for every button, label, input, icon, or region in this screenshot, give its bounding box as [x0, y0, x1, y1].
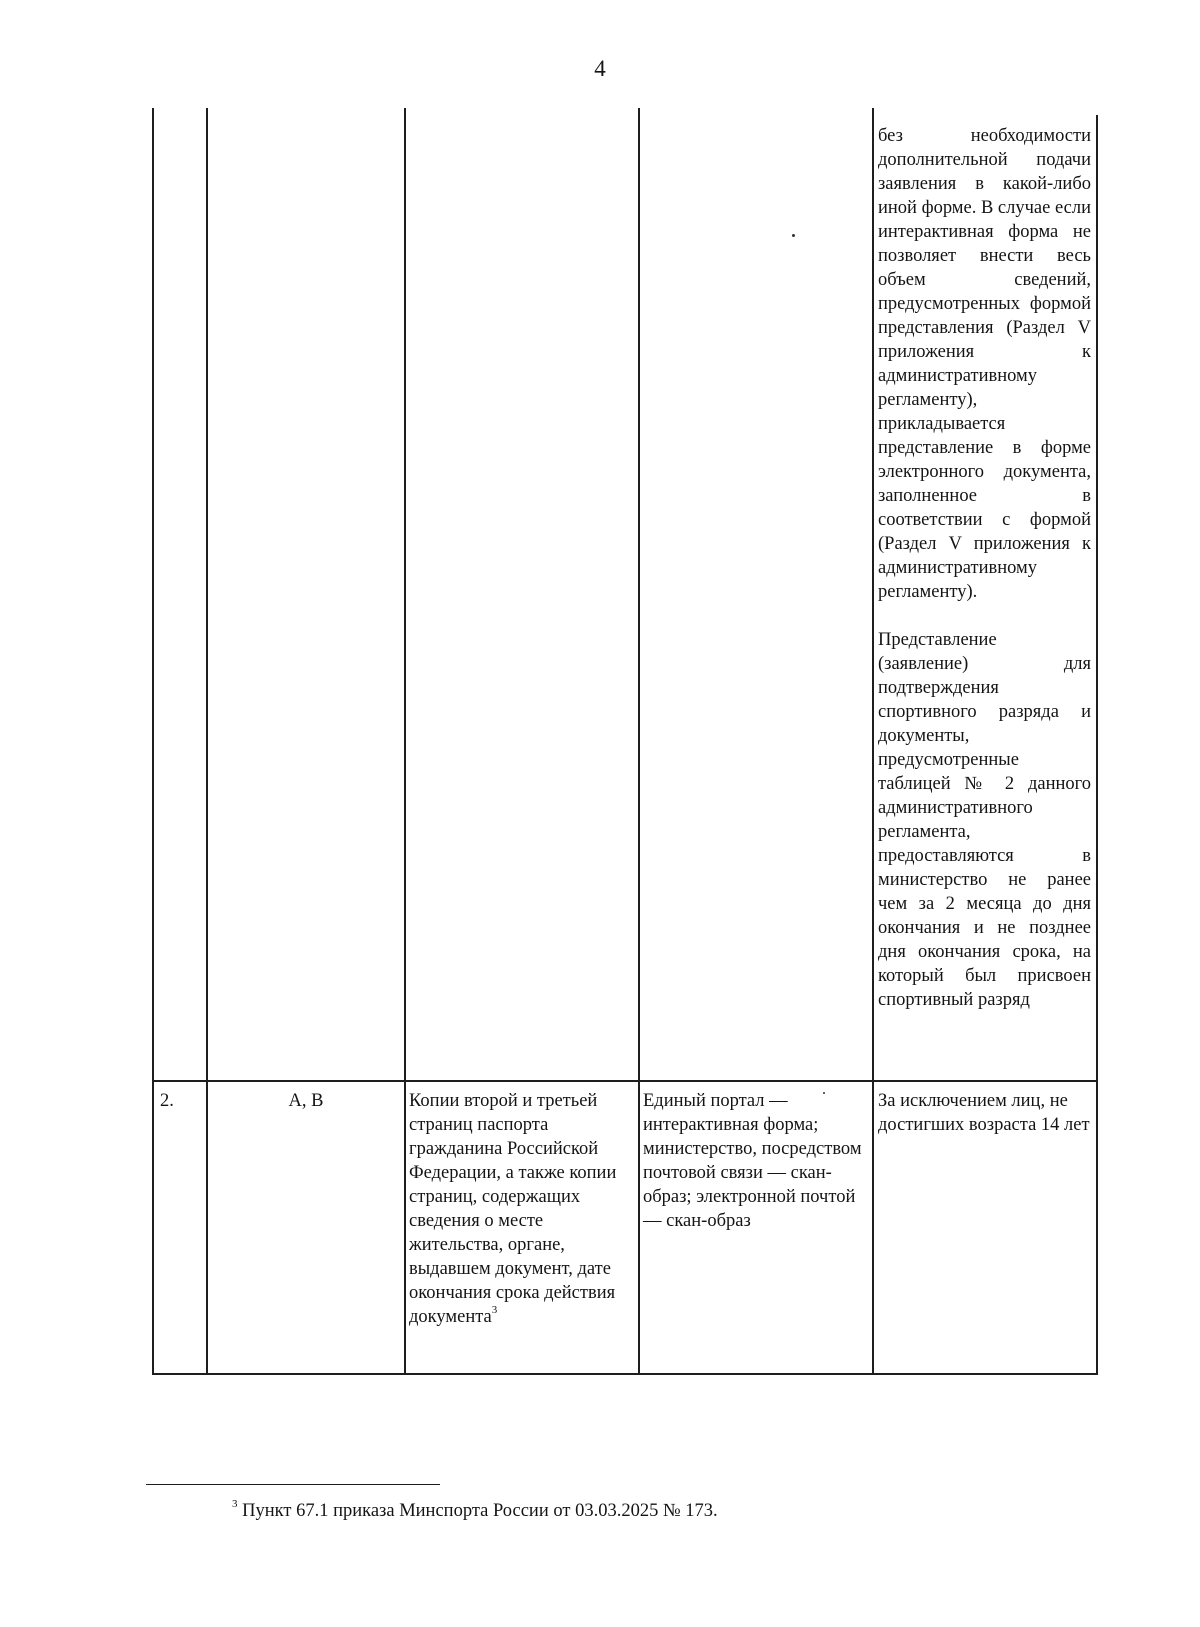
scan-speck — [823, 1092, 825, 1094]
table-column-divider-2 — [404, 108, 406, 1373]
row-2-categories-cell: А, В — [288, 1091, 324, 1111]
footnote-text: Пункт 67.1 приказа Минспорта России от 03.03.2025 № 173. — [237, 1501, 718, 1521]
row-1-paragraph-1: без необходимости дополнительной подачи заявления в какой-либо иной форме. В случае если интерактивная форма не позволяет внести весь объем сведений, предусмотренных формой представления (Раздел V приложения к административному регламенту), прикладывается представление в форме электронного документа, заполненное в соответствии с формой (Раздел V приложения к административному регламенту). — [878, 126, 1091, 602]
footnote — [232, 1499, 718, 1523]
row-2-document-cell — [409, 1089, 637, 1329]
row-2-number-cell: 2. — [160, 1091, 174, 1111]
row-2-document-text: Копии второй и третьей страниц паспорта гражданина Российской Федерации, а также копии страниц, содержащих сведения о месте жительства, органе, выдавшем документ, дате окончания срока действия документа — [409, 1091, 617, 1327]
footnote-mark: 3 — [232, 1497, 238, 1510]
row-2-note-cell: За исключением лиц, не достигших возраста 14 лет — [878, 1091, 1090, 1135]
footnote-separator — [146, 1484, 440, 1485]
table-column-divider-1 — [206, 108, 208, 1373]
table-border-bottom — [152, 1373, 1098, 1375]
row-divider — [152, 1080, 1098, 1082]
table-border-left — [152, 108, 154, 1373]
scan-speck — [792, 234, 795, 237]
footnote-reference: 3 — [491, 1303, 498, 1316]
page-number: 4 — [594, 56, 606, 81]
row-1-paragraph-2: Представление (заявление) для подтверждения спортивного разряда и документы, предусмотренные таблицей № 2 данного административного регламента, предоставляются в министерство не ранее чем за 2 месяца до дня окончания и не позднее дня окончания срока, на который был присвоен спортивный разряд — [878, 630, 1091, 1010]
row-1-requirements-cell — [878, 124, 1091, 1012]
table-border-right — [1096, 115, 1098, 1373]
table-column-divider-4 — [872, 108, 874, 1373]
table-column-divider-3 — [638, 108, 640, 1373]
row-2-submission-cell: Единый портал — интерактивная форма; министерство, посредством почтовой связи — скан-образ; электронной почтой — скан-образ — [643, 1091, 862, 1231]
